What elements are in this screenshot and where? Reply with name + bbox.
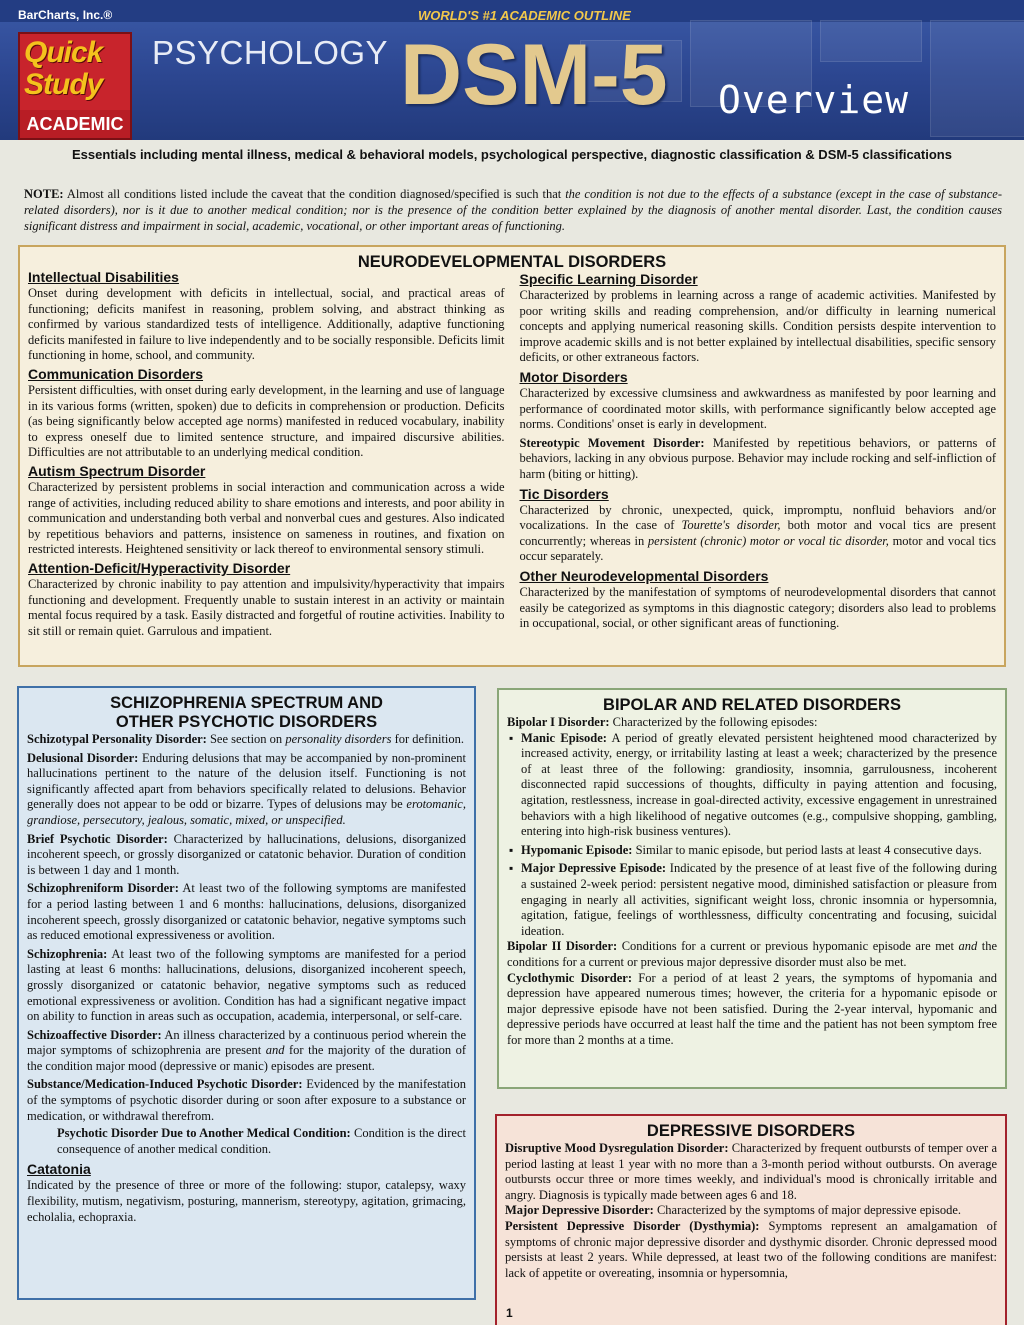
text: for definition.	[391, 732, 465, 746]
bipolar-section	[497, 688, 1007, 1089]
term-label: Psychotic Disorder Due to Another Medical Condition:	[57, 1126, 351, 1141]
text: the conditions for a current or previous major depressive disorder must also be met.	[507, 939, 997, 969]
term-label: Disruptive Mood Dysregulation Disorder:	[505, 1141, 729, 1155]
term-text: Manifested by repetitious behaviors, or patterns of behaviors, lacking in any obvious purpose. Behavior may include rocking and self-infliction of harm (biting or hitting).	[519, 435, 996, 481]
neuro-left-column	[28, 269, 505, 639]
neurodevelopmental-section	[18, 245, 1006, 667]
banner-tile	[930, 20, 1024, 137]
term-label: Persistent Depressive Disorder (Dysthymia):	[505, 1218, 760, 1233]
italic-text: and	[958, 939, 978, 954]
text: Symptoms represent an amalgamation of symptoms of chronic major depressive disorder and dysthymic disorder. Chronic depressed mood persists at least 2 years. While depressed, at least two of the following conditions are manifest: lack of appetite or overeating, insomnia or hypersomnia,	[505, 1218, 998, 1280]
neuro-right-column	[520, 271, 997, 639]
text: See section on	[206, 732, 286, 746]
text: Characterized by the following episodes:	[609, 715, 818, 729]
subheading: Autism Spectrum Disorder	[28, 462, 206, 479]
paragraph	[27, 881, 466, 943]
subheading: Other Neurodevelopmental Disorders	[519, 567, 769, 584]
section-title: NEURODEVELOPMENTAL DISORDERS	[357, 253, 667, 271]
list-item	[521, 843, 997, 859]
list-item	[521, 731, 997, 840]
page-subtitle: Overview	[718, 78, 910, 122]
paragraph	[27, 1126, 466, 1157]
text: A period of greatly elevated persistent heightened mood characterized by increased activity, energy, or irritability lasting at least a week; characterized by the presence of at least three of the following: grandiosity, insomnia, garrulousness, incoherent disconnected rapid successions of thoughts, difficulty in paying attention and focusing, agitation, restlessness, increase in goal-directed activity, excessive engagement in unrestrained behaviors with a high likelihood of negative outcomes (e.g., compulsive shopping, gambling, entering into high-risk business ventures).	[521, 730, 997, 839]
paragraph	[505, 1141, 997, 1203]
text: both motor and vocal tics are present concurrently; whereas in	[519, 518, 996, 548]
term-label: Brief Psychotic Disorder:	[27, 831, 168, 846]
italic-text: personality disorders	[285, 732, 392, 746]
paragraph	[27, 732, 466, 748]
paragraph	[507, 939, 997, 970]
term-label: Cyclothymic Disorder:	[507, 970, 632, 985]
term-label: Stereotypic Movement Disorder:	[519, 435, 705, 450]
term-label: Schizoaffective Disorder:	[27, 1027, 162, 1042]
paragraph: Characterized by problems in learning across a range of academic activities. Manifested by poor writing skills and reading comprehension, and/or difficulty in learning numerical concepts and applying numerical reasoning skills. Condition persists despite intervention to improve academic skills and is not better explained by intellectual disabilities, specific sensory deficits, or other extraneous factors.	[519, 288, 996, 365]
subheading: Specific Learning Disorder	[519, 271, 698, 287]
paragraph: Onset during development with deficits in intellectual, social, and practical areas of functioning; deficits manifest in reasoning, problem solving, and abstract thinking as confirmed by various standardized tests of intelligence. Additionally, adaptive functioning deficits manifested in failure to live independently and to be socially responsible. Deficits limit functioning in home, school, and community.	[28, 286, 505, 363]
paragraph	[507, 971, 997, 1049]
subheading: Tic Disorders	[519, 485, 609, 502]
term-label: Manic Episode:	[521, 730, 607, 745]
episode-list	[507, 731, 997, 940]
paragraph	[27, 832, 466, 879]
text: Evidenced by the manifestation of the symptoms of psychotic disorder during or soon after exposure to a substance or medication, or withdrawal therefrom.	[27, 1077, 466, 1123]
paragraph: Characterized by persistent problems in social interaction and communication across a wide range of activities, including reduced ability to share emotions and interests, and poor ability in communication and understanding both verbal and nonverbal cues and gestures. Also indicated by repetitious behaviors and patterns, insistence on sameness in routines, and fixation on restricted interests. Heightened sensitivity or lack thereof to environmental sensory stimuli.	[28, 479, 505, 557]
paragraph	[520, 503, 997, 565]
paragraph: Indicated by the presence of three or more of the following: stupor, catalepsy, waxy flexibility, mutism, negativism, posturing, mannerism, stereotypy, agitation, grimacing, echolalia, echopraxia.	[27, 1178, 466, 1224]
logo-line-study: Study	[24, 68, 103, 101]
essentials-line: Essentials including mental illness, medical & behavioral models, psychological perspective, diagnostic classification & DSM-5 classifications	[72, 147, 952, 162]
paragraph	[27, 1028, 466, 1075]
text: Similar to manic episode, but period lasts at least 4 consecutive days.	[632, 842, 982, 857]
text: Characterized by chronic, unexpected, quick, impromptu, nonfluid behaviors and/or vocalizations. In the case of	[519, 502, 996, 533]
paragraph: Characterized by the manifestation of symptoms of neurodevelopmental disorders that cannot easily be categorized as symptoms in this diagnostic category; disorders also lead to problems in occupational, social, or other significant areas of functioning.	[519, 584, 996, 631]
quickstudy-logo	[18, 32, 132, 140]
text: Characterized by hallucinations, delusions, disorganized incoherent speech, or grossly disorganized or catatonic behavior. Duration of condition is between 1 day and 1 month.	[27, 831, 466, 877]
paragraph: Characterized by chronic inability to pay attention and impulsivity/hyperactivity that impairs functioning and development. Frequently unable to sustain interest in an activity or maintain mental focus required by a task. Easily distracted and forgetful of routine activities. Inability to sit still or remain quiet. Garrulous and impatient.	[28, 576, 505, 638]
text: At least two of the following symptoms are manifested for a period lasting between 1 and 6 months: hallucinations, delusions, disorganized incoherent speech, grossly disorganized or catatonic behavior, negative symptoms such as reduced emotional expressiveness or avolition.	[27, 881, 466, 943]
list-item	[521, 861, 997, 939]
section-title: OTHER PSYCHOTIC DISORDERS	[115, 713, 378, 731]
publisher: BarCharts, Inc.®	[18, 8, 113, 22]
schizophrenia-section	[17, 686, 476, 1300]
paragraph	[27, 947, 466, 1025]
term-label: Major Depressive Episode:	[521, 861, 667, 876]
term-label: Schizophrenia:	[27, 946, 108, 961]
paragraph	[505, 1203, 997, 1219]
note-label: NOTE:	[24, 187, 64, 201]
tagline: WORLD'S #1 ACADEMIC OUTLINE	[418, 8, 631, 23]
term-label: Hypomanic Episode:	[521, 842, 633, 857]
italic-text: erotomanic, grandiose, persecutory, jealous, somatic, mixed, or unspecified.	[27, 797, 466, 827]
paragraph	[505, 1219, 997, 1281]
logo-line-quick: Quick	[24, 36, 103, 69]
banner-tile	[820, 20, 922, 62]
text: Enduring delusions that may be accompanied by non-prominent hallucinations pertinent to the nature of the delusion itself. Functioning is not significantly affected apart from behaviors specifically related to delusions. Behavior generally does not appear to be odd or bizarre. Types of delusions may be	[27, 750, 466, 812]
subheading: Motor Disorders	[519, 368, 628, 385]
depressive-section	[495, 1114, 1007, 1325]
paragraph: Persistent difficulties, with onset during early development, in the learning and use of language in its various forms (written, spoken) due to deficits in comprehension or production. Deficits (as being significantly below accepted age norms) manifested in reduced vocabulary, inability to express oneself due to limited sentence structure, and impaired discursive abilities. Difficulties are not attributable to an underlying medical condition.	[28, 382, 505, 460]
section-title: DEPRESSIVE DISORDERS	[646, 1122, 856, 1140]
paragraph	[27, 1077, 466, 1124]
text: Characterized by the symptoms of major depressive episode.	[653, 1203, 962, 1218]
italic-text: and	[265, 1043, 285, 1058]
text: for the majority of the duration of the condition major mood (depressive or manic) episodes are present.	[27, 1043, 466, 1073]
section-title: SCHIZOPHRENIA SPECTRUM AND	[110, 694, 383, 712]
term-label: Bipolar II Disorder:	[507, 939, 618, 954]
subheading: Intellectual Disabilities	[28, 269, 179, 285]
header-banner	[0, 0, 1024, 140]
paragraph	[520, 436, 997, 483]
section-title: BIPOLAR AND RELATED DISORDERS	[603, 696, 901, 714]
note-text: Almost all conditions listed include the caveat that the condition diagnosed/specified is such that	[63, 187, 566, 201]
text: An illness characterized by a continuous period wherein the major symptoms of schizophrenia are present	[27, 1027, 467, 1058]
term-label: Schizotypal Personality Disorder:	[27, 732, 207, 746]
paragraph	[27, 751, 466, 829]
subheading: Attention-Deficit/Hyperactivity Disorder	[28, 559, 291, 576]
logo-line-academic: ACADEMIC	[20, 110, 130, 138]
text: Indicated by the presence of at least five of the following during a sustained 2-week period: persistent negative mood, diminished satisfaction or pleasure from engaging in nearly all activities, significant weight loss, chronic insomnia or hypersomnia, agitation, fatigue, feelings of worthlessness, difficulty concentrating and focusing, suicidal ideation.	[521, 861, 997, 938]
page-number: 1	[506, 1306, 513, 1320]
subheading: Catatonia	[27, 1161, 91, 1178]
term-label: Delusional Disorder:	[27, 750, 139, 765]
term-label: Schizophreniform Disorder:	[27, 881, 179, 896]
note-paragraph	[24, 186, 1002, 234]
term-label: Major Depressive Disorder:	[505, 1203, 654, 1218]
text: motor and vocal tics occur separately.	[519, 533, 996, 564]
subheading: Communication Disorders	[28, 365, 204, 382]
paragraph	[507, 715, 997, 731]
text: Condition is the direct consequence of another medical condition.	[57, 1126, 466, 1156]
subject-label: PSYCHOLOGY	[152, 34, 389, 71]
term-label: Substance/Medication-Induced Psychotic Disorder:	[27, 1077, 303, 1092]
note-italic: the condition is not due to the effects of a substance (except in the case of substance-related disorders), nor is it due to another medical condition; nor is the presence of the condition better explained by the diagnosis of another mental disorder. Last, the condition causes significant distress and impairment in social, academic, vocational, or other important areas of functioning.	[24, 187, 1002, 233]
term-label: Bipolar I Disorder:	[507, 715, 610, 729]
page-title: DSM-5	[400, 27, 668, 123]
italic-text: Tourette's disorder,	[681, 518, 781, 533]
italic-text: persistent (chronic) motor or vocal tic disorder,	[647, 533, 889, 548]
text: Characterized by frequent outbursts of temper over a period lasting at least 1 year with no more than a 3-month period without outbursts. On average outbursts occur three or more times weekly, and individual's mood is chronically irritable and angry. Diagnosis is typically made between ages 6 and 18.	[505, 1141, 997, 1202]
text: Conditions for a current or previous hypomanic episode are met	[617, 939, 959, 954]
text: At least two of the following symptoms are manifested for a period lasting at least 6 months: hallucinations, delusions, disorganized incoherent speech, grossly disorganized or catatonic behavior, negative symptoms such as reduced emotional expressiveness or avolition. Condition has had a significant negative impact on ability to function in areas such as occupation, academia, interpersonal, or self-care.	[27, 946, 466, 1024]
text: For a period of at least 2 years, the symptoms of hypomania and depression have appeared numerous times; however, the criteria for a hypomanic episode or major depressive episode have not been satisfied. During the 2-year interval, hypomanic and depressive periods have occurred at least half the time and the patient has not been symptom free for more than 2 months at a time.	[507, 970, 997, 1047]
paragraph: Characterized by excessive clumsiness and awkwardness as manifested by poor learning and performance of coordinated motor skills, with performance significantly below accepted age norms. Conditions' onset is early in development.	[519, 385, 996, 432]
